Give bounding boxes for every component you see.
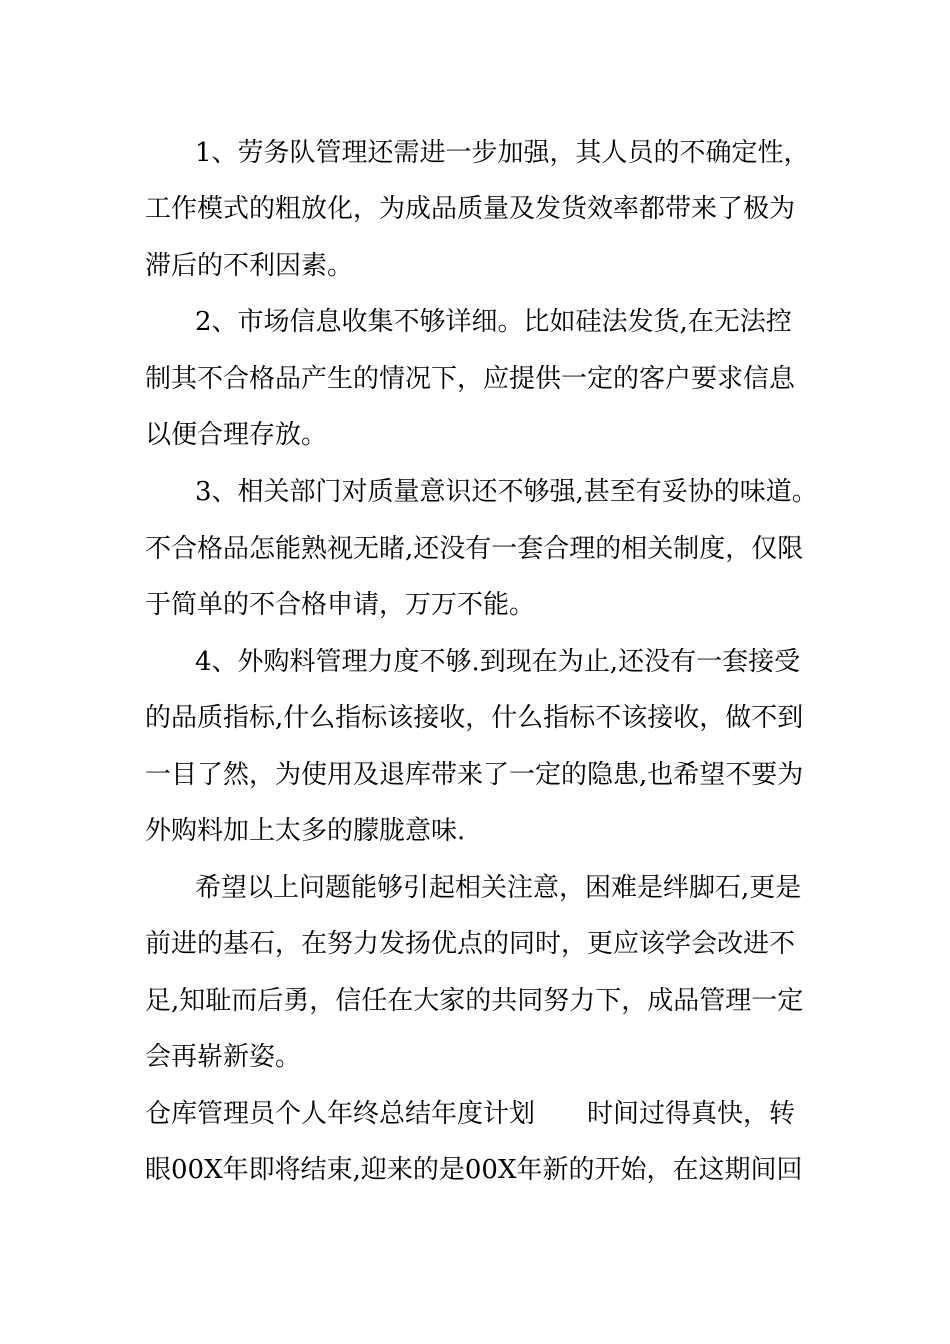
paragraph-2-line-2: 制其不合格品产生的情况下，应提供一定的客户要求信息 bbox=[145, 364, 796, 394]
paragraph-4-line-4: 外购料加上太多的朦胧意味. bbox=[145, 816, 466, 846]
paragraph-3-line-1: 3、相关部门对质量意识还不够强,甚至有妥协的味道。 bbox=[195, 477, 818, 507]
section-body-line-1: 眼00X年即将结束,迎来的是00X年新的开始，在这期间回 bbox=[145, 1155, 803, 1185]
paragraph-4-line-1: 4、外购料管理力度不够.到现在为止,还没有一套接受 bbox=[195, 647, 801, 677]
paragraph-1-line-1: 1、劳务队管理还需进一步加强，其人员的不确定性， bbox=[195, 138, 810, 168]
paragraph-5-line-1: 希望以上问题能够引起相关注意，困难是绊脚石,更是 bbox=[195, 873, 802, 903]
paragraph-3-line-3: 于简单的不合格申请，万万不能。 bbox=[145, 590, 536, 620]
section-heading-line: 仓库管理员个人年终总结年度计划 时间过得真快，转 bbox=[145, 1099, 796, 1129]
paragraph-1-line-2: 工作模式的粗放化，为成品质量及发货效率都带来了极为 bbox=[145, 194, 796, 224]
paragraph-5-line-4: 会再崭新姿。 bbox=[145, 1042, 302, 1072]
paragraph-2-line-1: 2、市场信息收集不够详细。比如硅法发货,在无法控 bbox=[195, 307, 792, 337]
paragraph-5-line-3: 足,知耻而后勇，信任在大家的共同努力下，成品管理一定 bbox=[145, 986, 804, 1016]
paragraph-2-line-3: 以便合理存放。 bbox=[145, 420, 328, 450]
paragraph-5-line-2: 前进的基石，在努力发扬优点的同时，更应该学会改进不 bbox=[145, 929, 796, 959]
paragraph-3-line-2: 不合格品怎能熟视无睹,还没有一套合理的相关制度，仅限 bbox=[145, 534, 804, 564]
paragraph-4-line-3: 一目了然，为使用及退库带来了一定的隐患,也希望不要为 bbox=[145, 760, 804, 790]
paragraph-1-line-3: 滞后的不利因素。 bbox=[145, 251, 354, 281]
paragraph-4-line-2: 的品质指标,什么指标该接收，什么指标不该接收，做不到 bbox=[145, 703, 804, 733]
